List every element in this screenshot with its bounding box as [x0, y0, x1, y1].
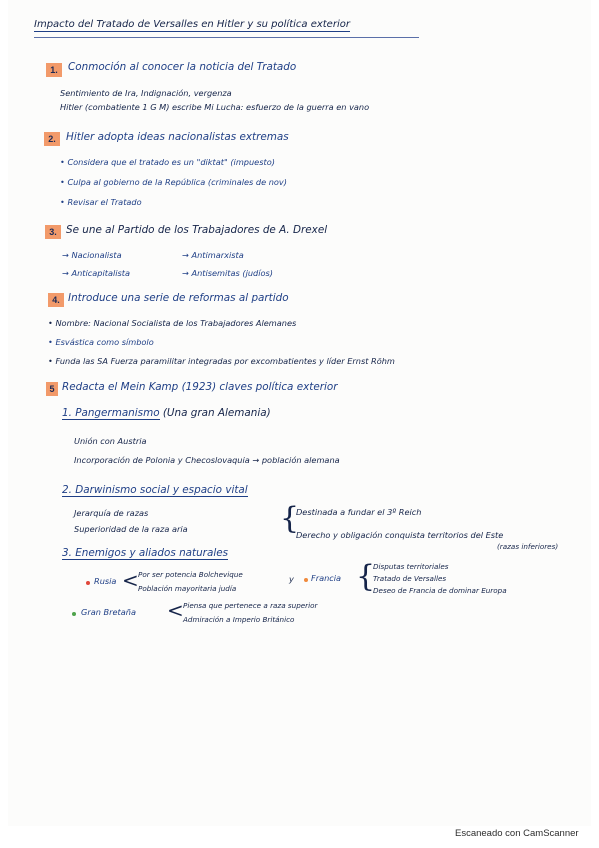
scanner-watermark: Escaneado con CamScanner [455, 828, 579, 839]
section-5-number: 5 [46, 382, 58, 396]
subsection-1-title: 1. Pangermanismo [62, 407, 160, 419]
section-2-bullet-1: • Considera que el tratado es un "diktat" (impuesto) [60, 157, 275, 167]
subsection-2 [62, 484, 248, 496]
connector-y: y [289, 574, 294, 584]
subsection-2-right-2: Derecho y obligación conquista territorios del Este [296, 530, 504, 540]
ally-gran-bretana: Gran Bretaña [81, 607, 136, 617]
gb-reason-1: Piensa que pertenece a raza superior [183, 601, 318, 610]
section-3-arrow-4: → Antisemitas (judíos) [182, 268, 273, 278]
bullet-dot: • [48, 356, 56, 366]
section-4-number: 4. [48, 293, 64, 307]
rusia-brace: < [122, 568, 139, 592]
section-1-number: 1. [46, 63, 62, 77]
gb-reason-2: Admiración a Imperio Británico [183, 615, 295, 624]
subsection-1-note: (Una gran Alemania) [162, 407, 271, 419]
subsection-3-title: 3. Enemigos y aliados naturales [62, 547, 229, 559]
subsection-2-title: 2. Darwinismo social y espacio vital [62, 484, 248, 496]
francia-reason-3: Deseo de Francia de dominar Europa [373, 586, 507, 595]
section-3-heading: Se une al Partido de los Trabajadores de A. Drexel [66, 224, 328, 236]
subsection-2-left-1: Jerarquía de razas [74, 508, 149, 518]
section-2-number: 2. [44, 132, 60, 146]
subsection-1 [62, 407, 271, 419]
section-4-bullet-1: • Nombre: Nacional Socialista de los Trabajadores Alemanes [48, 318, 297, 328]
section-5-heading: Redacta el Mein Kamp (1923) claves política exterior [62, 381, 338, 393]
bullet-dot: • [60, 157, 68, 167]
subsection-1-line-1: Unión con Austria [74, 436, 147, 446]
francia-reason-2: Tratado de Versalles [373, 574, 447, 583]
section-3-arrow-1: → Nacionalista [62, 250, 122, 260]
bullet-dot: • [48, 318, 56, 328]
section-2-heading: Hitler adopta ideas nacionalistas extremas [66, 131, 289, 143]
section-3-arrow-3: → Anticapitalista [62, 268, 130, 278]
section-1-line-1: Sentimiento de Ira, Indignación, vergenza [60, 88, 232, 98]
section-4-bullet-3: • Funda las SA Fuerza paramilitar integradas por excombatientes y líder Ernst Röhm [48, 356, 395, 366]
subsection-2-left-2: Superioridad de la raza aria [74, 524, 188, 534]
subsection-2-right-1: Destinada a fundar el 3º Reich [296, 507, 422, 517]
green-dot-icon [72, 612, 76, 616]
section-2-bullet-3: • Revisar el Tratado [60, 197, 142, 207]
subsection-2-right-3: (razas inferiores) [497, 542, 559, 551]
gb-brace: < [167, 598, 184, 622]
rusia-reason-1: Por ser potencia Bolchevique [138, 570, 243, 579]
section-4-heading: Introduce una serie de reformas al partido [68, 292, 289, 304]
page-title: Impacto del Tratado de Versalles en Hitler y su política exterior [34, 19, 350, 30]
bullet-dot: • [60, 197, 68, 207]
section-3-number: 3. [45, 225, 61, 239]
left-brace: { [280, 501, 300, 536]
bullet-dot: • [60, 177, 68, 187]
enemy-francia: Francia [311, 573, 342, 583]
section-1-heading: Conmoción al conocer la noticia del Tratado [68, 61, 297, 73]
section-2-bullet-2: • Culpa al gobierno de la República (criminales de nov) [60, 177, 287, 187]
subsection-3 [62, 547, 228, 559]
section-3-arrow-2: → Antimarxista [182, 250, 244, 260]
francia-reason-1: Disputas territoriales [373, 562, 449, 571]
enemy-rusia: Rusia [94, 576, 117, 586]
bullet-dot: • [48, 337, 56, 347]
orange-dot-icon [304, 578, 308, 582]
section-1-line-2: Hitler (combatiente 1 G M) escribe Mi Lucha: esfuerzo de la guerra en vano [60, 102, 370, 112]
red-dot-icon [86, 581, 90, 585]
title-underline [34, 37, 419, 38]
subsection-1-line-2: Incorporación de Polonia y Checoslovaquia → población alemana [74, 455, 340, 465]
section-4-bullet-2: • Esvástica como símbolo [48, 337, 154, 347]
rusia-reason-2: Población mayoritaria judía [138, 584, 237, 593]
francia-brace: { [356, 559, 376, 594]
